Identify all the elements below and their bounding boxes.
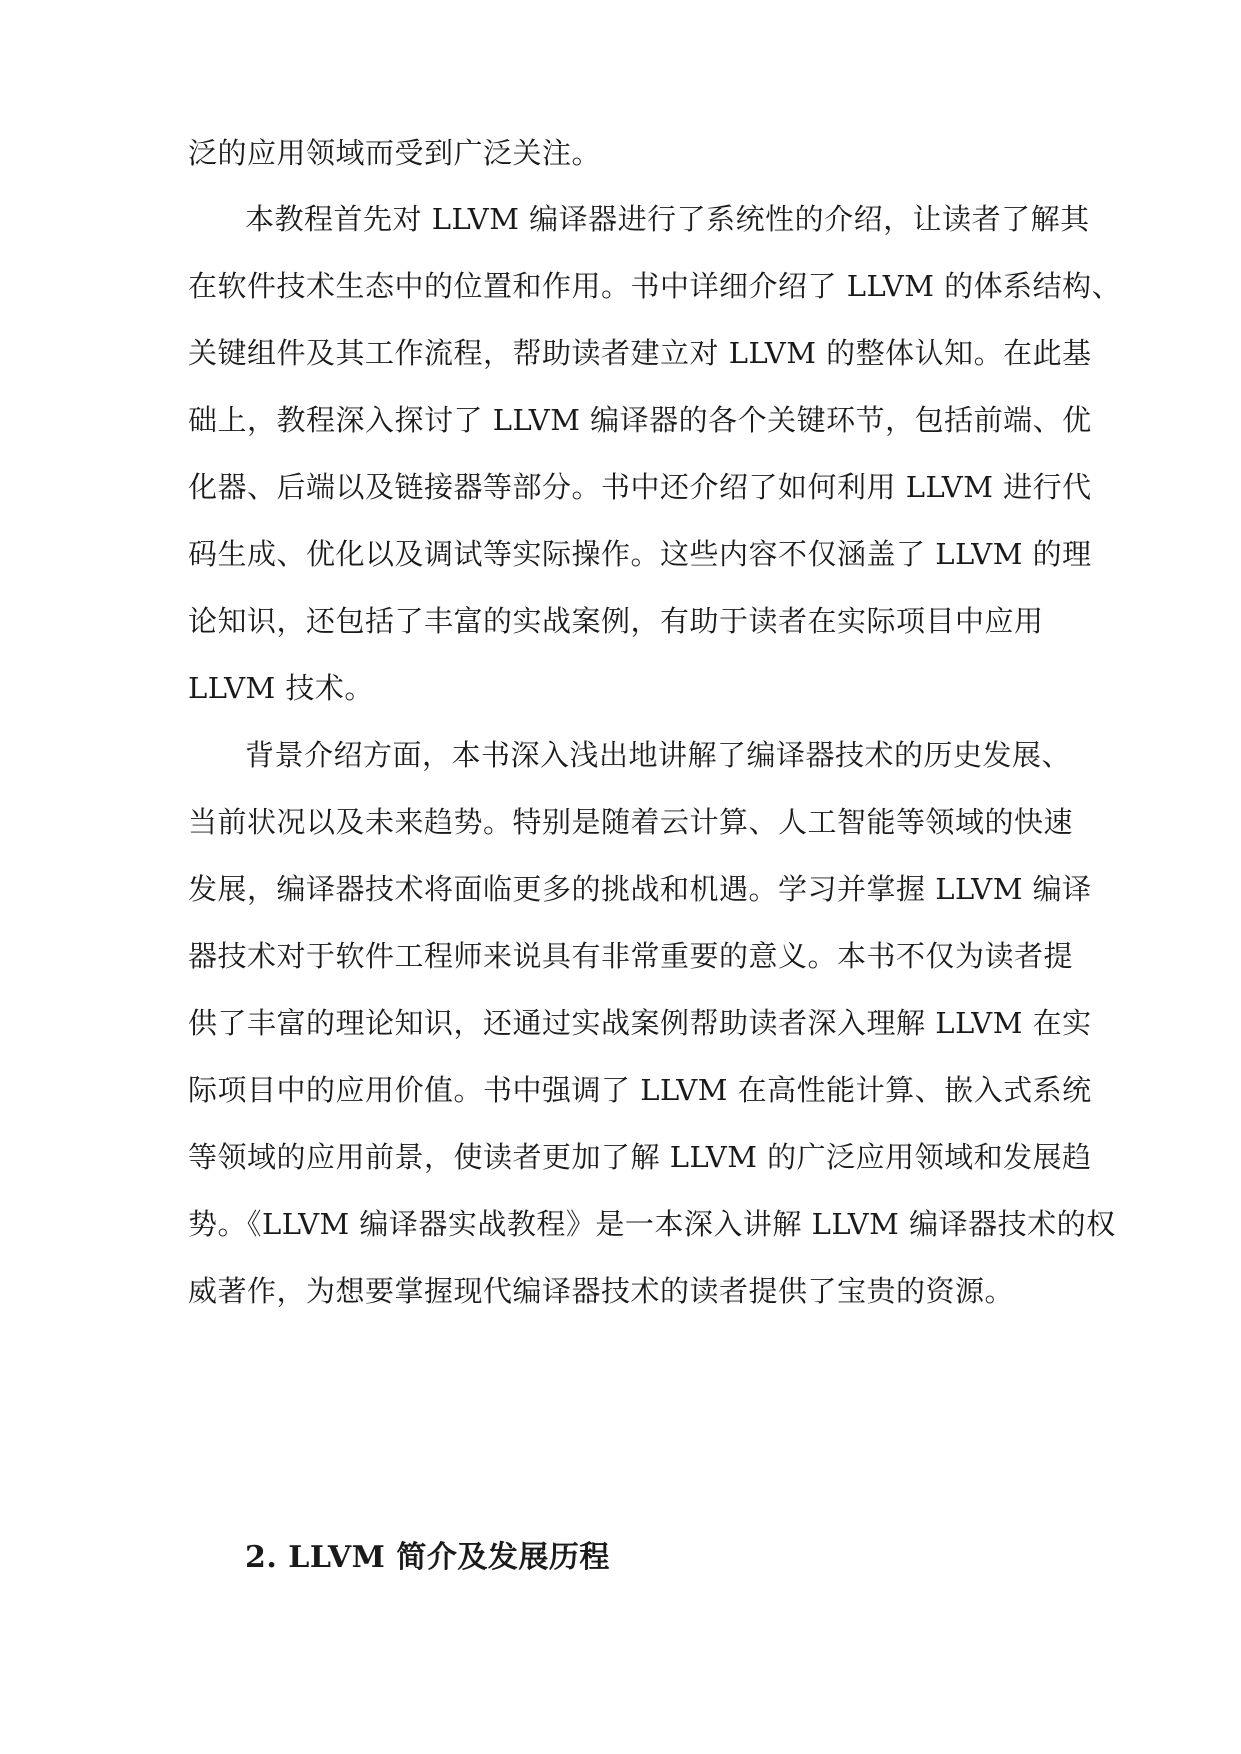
text-line: 势。《LLVM 编译器实战教程》是一本深入讲解 LLVM 编译器技术的权 [188,1207,1116,1241]
text-line: 础上，教程深入探讨了 LLVM 编译器的各个关键环节，包括前端、优 [188,403,1092,437]
paragraph-first-line: 本教程首先对 LLVM 编译器进行了系统性的介绍，让读者了解其 [245,202,1090,236]
paragraph-first-line: 背景介绍方面，本书深入浅出地讲解了编译器技术的历史发展、 [245,738,1072,772]
text-line: 威著作，为想要掌握现代编译器技术的读者提供了宝贵的资源。 [188,1274,1015,1308]
text-line: 发展，编译器技术将面临更多的挑战和机遇。学习并掌握 LLVM 编译 [188,872,1092,906]
text-line: LLVM 技术。 [188,671,374,705]
text-line: 泛的应用领域而受到广泛关注。 [188,136,602,170]
text-line: 在软件技术生态中的位置和作用。书中详细介绍了 LLVM 的体系结构、 [188,269,1122,303]
text-line: 供了丰富的理论知识，还通过实战案例帮助读者深入理解 LLVM 在实 [188,1006,1092,1040]
text-line: 码生成、优化以及调试等实际操作。这些内容不仅涵盖了 LLVM 的理 [188,537,1092,571]
text-line: 当前状况以及未来趋势。特别是随着云计算、人工智能等领域的快速 [188,805,1074,839]
text-line: 论知识，还包括了丰富的实战案例，有助于读者在实际项目中应用 [188,604,1044,638]
text-line: 际项目中的应用价值。书中强调了 LLVM 在高性能计算、嵌入式系统 [188,1073,1092,1107]
text-line: 器技术对于软件工程师来说具有非常重要的意义。本书不仅为读者提 [188,939,1074,973]
text-line: 等领域的应用前景，使读者更加了解 LLVM 的广泛应用领域和发展趋 [188,1140,1092,1174]
text-line: 关键组件及其工作流程，帮助读者建立对 LLVM 的整体认知。在此基 [188,336,1092,370]
text-line: 化器、后端以及链接器等部分。书中还介绍了如何利用 LLVM 进行代 [188,470,1092,504]
section-heading: 2. LLVM 简介及发展历程 [245,1540,610,1575]
